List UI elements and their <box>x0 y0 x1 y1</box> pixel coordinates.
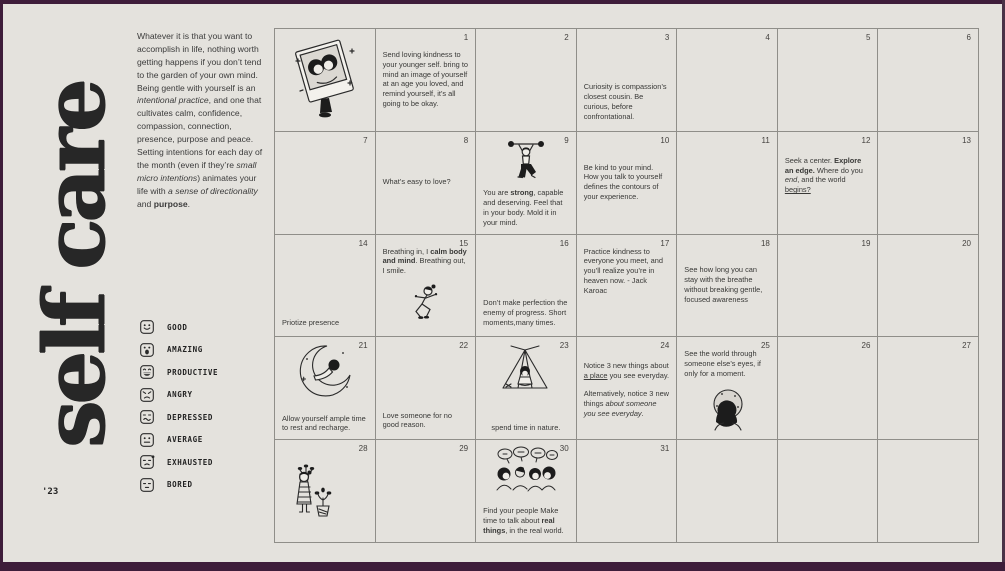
day-number: 21 <box>358 341 368 351</box>
day-number: 15 <box>459 238 469 248</box>
day-number: 19 <box>861 238 871 248</box>
legend-item-productive <box>140 365 218 379</box>
cell-text: What’s easy to love? <box>382 177 451 187</box>
calendar-cell <box>577 29 677 131</box>
exhausted-face-icon <box>140 455 154 469</box>
cell-text: Breathing in, I calm body and mind. Breathing out, I smile. <box>382 246 467 276</box>
legend-item-angry <box>140 388 218 402</box>
cell-text: Practice kindness to everyone you meet, and you’ll realize you’re in heaven now. - Jack Karoac <box>583 246 663 295</box>
calendar-cell <box>275 235 375 337</box>
good-face-icon <box>140 320 154 334</box>
day-number: 17 <box>660 238 670 248</box>
calendar-cell <box>778 29 878 131</box>
weightlifter-illustration <box>504 138 548 184</box>
legend-item-depressed <box>140 410 218 424</box>
cell-text: Send loving kindness to your younger self. bring to mind an image of yourself at an age you loved, and remind yourself, it’s all going to be okay. <box>382 49 469 109</box>
calendar-cell <box>275 440 375 542</box>
cell-text: spend time in nature. <box>491 423 561 433</box>
day-number: 1 <box>463 33 469 42</box>
amazing-face-icon <box>140 343 154 357</box>
day-number: 16 <box>559 238 569 248</box>
calendar-cell <box>376 440 476 542</box>
day-number: 6 <box>966 33 971 42</box>
calendar-cell <box>577 132 677 234</box>
legend-item-bored <box>140 478 218 492</box>
cell-text: Love someone for no good reason. <box>382 410 452 430</box>
cell-text: Curiosity is compassion’s closest cousin. Be curious, before confrontational. <box>583 82 667 121</box>
moon-illustration <box>297 343 353 397</box>
day-number: 10 <box>660 135 670 145</box>
calendar-cell <box>878 132 978 234</box>
tent-illustration <box>496 343 556 393</box>
plant-lady-illustration <box>288 462 334 520</box>
calendar-cell <box>878 440 978 542</box>
calendar-cell <box>677 132 777 234</box>
window-frame-top <box>0 0 1005 4</box>
calendar-cell <box>275 337 375 439</box>
day-number: 8 <box>463 135 469 145</box>
legend-label: PRODUCTIVE <box>167 367 219 377</box>
calendar-cell <box>778 132 878 234</box>
day-number: 24 <box>660 341 670 351</box>
day-number: 11 <box>761 135 770 145</box>
calendar-cell <box>476 29 576 131</box>
cell-text: Allow yourself ample time to rest and recharge. <box>282 413 366 433</box>
cell-text: Be kind to your mind. How you talk to yourself defines the contours of your experience. <box>583 162 663 202</box>
calendar-cell <box>376 132 476 234</box>
day-number: 31 <box>660 444 670 454</box>
depressed-face-icon <box>140 410 154 424</box>
legend-label: AVERAGE <box>167 435 203 444</box>
cell-text: See how long you can stay with the breathe without breaking gentle, focused awareness <box>684 265 763 304</box>
calendar-cell <box>476 132 576 234</box>
legend-item-good <box>140 320 218 334</box>
legend-label: EXHAUSTED <box>167 457 214 467</box>
legend-label: BORED <box>167 480 193 489</box>
day-number: 12 <box>861 135 871 145</box>
cell-text: Priotize presence <box>282 317 340 327</box>
calendar-cell <box>878 29 978 131</box>
cell-text: Seek a center. Explore an edge. Where do you end, and the world begins? <box>784 155 863 195</box>
year-label: '23 <box>42 487 59 497</box>
polaroid-illustration <box>292 39 358 119</box>
calendar-cell <box>476 440 576 542</box>
cell-text: Don’t make perfection the enemy of progress. Short moments,many times. <box>483 297 568 327</box>
day-number: 3 <box>664 33 670 42</box>
calendar-cell <box>677 29 777 131</box>
calendar-cell <box>577 440 677 542</box>
day-number: 23 <box>559 341 569 351</box>
day-number: 18 <box>760 238 770 248</box>
window-frame-bottom <box>0 562 1005 571</box>
day-number: 20 <box>962 238 971 248</box>
day-number: 14 <box>358 238 368 248</box>
calendar-cell <box>476 235 576 337</box>
calendar-cell <box>778 235 878 337</box>
calendar-cell <box>376 235 476 337</box>
cell-text: Notice 3 new things about a place you see everyday. Alternatively, notice 3 new things about someone you see everyday. <box>583 361 670 418</box>
friends-group-illustration <box>494 446 558 494</box>
legend-item-average <box>140 433 218 447</box>
day-number: 30 <box>559 444 569 454</box>
legend-label: AMAZING <box>167 345 203 354</box>
productive-face-icon <box>140 365 154 379</box>
day-number: 25 <box>760 341 770 351</box>
intro-paragraph: Whatever it is that you want to accomplish in life, nothing worth getting happens if you don’t tend to the garden of your own mind. Being gentle with yourself is an intentional practice, and one that cultivates calm, confidence, compassion, connection, presence, purpose and peace. Setting intentions for each day of the month (even if they’re small micro intentions) animates your life with a sense of directionality and purpose. <box>137 31 263 209</box>
cell-text: You are strong, capable and deserving. Feel that in your body. Mold it in your mind. <box>483 188 564 227</box>
day-number: 29 <box>459 444 469 454</box>
legend-item-exhausted <box>140 455 218 469</box>
calendar-cell <box>275 132 375 234</box>
afro-portrait-illustration <box>704 383 750 433</box>
day-number: 13 <box>962 135 971 145</box>
calendar-cell <box>778 440 878 542</box>
day-number: 5 <box>865 33 871 42</box>
bored-face-icon <box>140 478 154 492</box>
calendar-cell <box>677 440 777 542</box>
day-number: 7 <box>363 135 368 145</box>
day-number: 22 <box>459 341 469 351</box>
mood-legend <box>140 320 218 492</box>
cell-text: See the world through someone else’s eyes, if only for a moment. <box>684 349 761 379</box>
calendar-cell <box>677 337 777 439</box>
day-number: 26 <box>861 341 871 351</box>
page-title: self care <box>25 82 124 448</box>
window-frame-left <box>0 0 3 571</box>
day-number: 28 <box>358 444 368 454</box>
cell-text: Find your people Make time to talk about real things, in the real world. <box>483 506 564 536</box>
day-number: 2 <box>564 33 569 42</box>
legend-item-amazing <box>140 343 218 357</box>
calendar-cell <box>577 235 677 337</box>
runner-illustration <box>405 280 445 324</box>
calendar-grid <box>274 28 979 543</box>
calendar-cell <box>476 337 576 439</box>
legend-label: ANGRY <box>167 390 193 399</box>
calendar-cell <box>376 29 476 131</box>
legend-label: GOOD <box>167 322 188 332</box>
calendar-cell <box>878 337 978 439</box>
calendar-cell <box>878 235 978 337</box>
legend-label: DEPRESSED <box>167 412 214 422</box>
calendar-cell <box>778 337 878 439</box>
calendar-cell <box>376 337 476 439</box>
calendar-cell <box>577 337 677 439</box>
day-number: 9 <box>564 135 569 145</box>
angry-face-icon <box>140 388 154 402</box>
average-face-icon <box>140 433 154 447</box>
day-number: 4 <box>765 33 770 42</box>
calendar-cell <box>677 235 777 337</box>
calendar-cell <box>275 29 375 131</box>
day-number: 27 <box>962 341 971 351</box>
